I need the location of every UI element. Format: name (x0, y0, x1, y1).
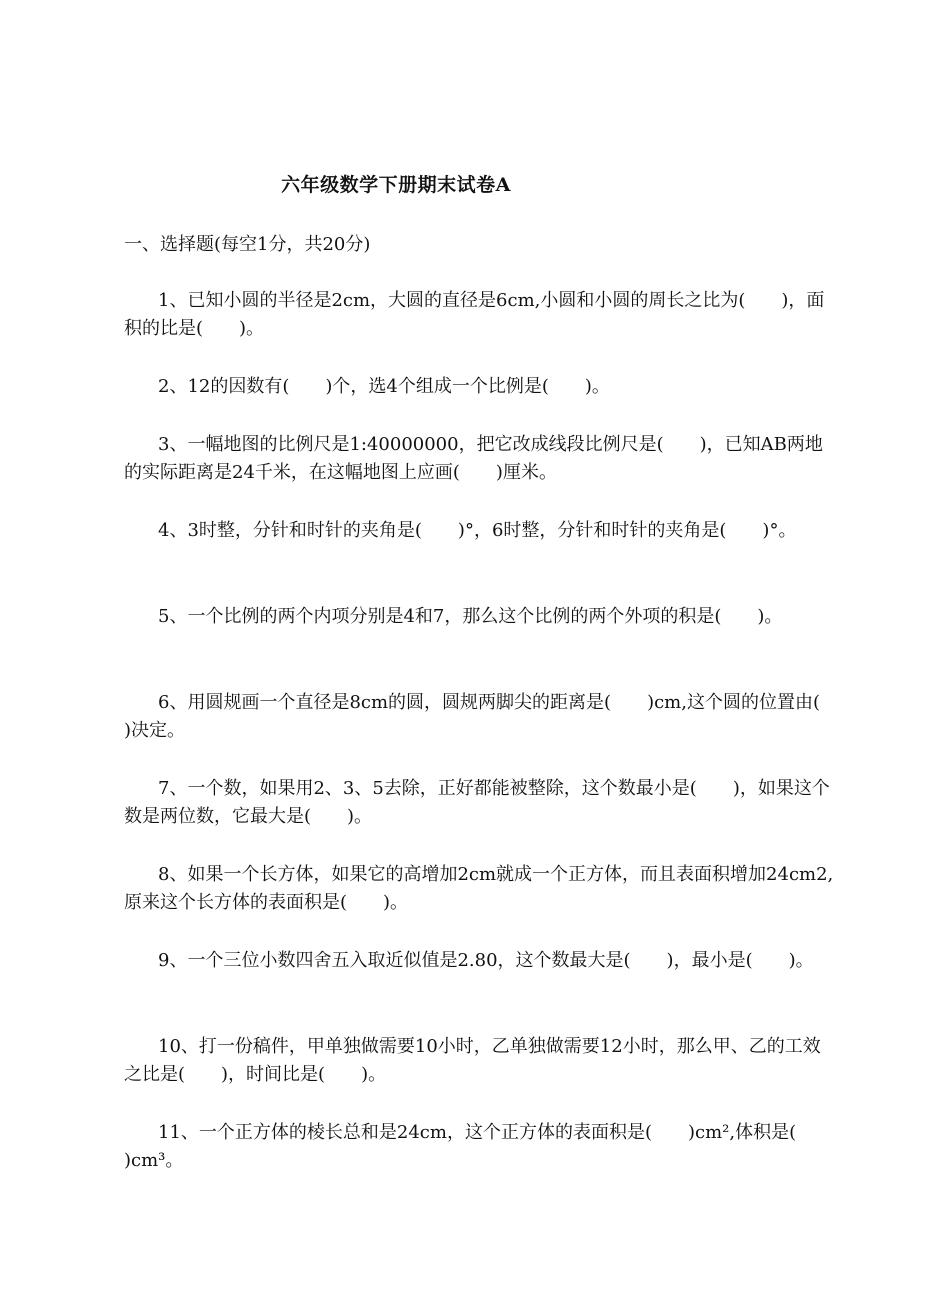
question-4: 4、3时整，分针和时针的夹角是( )°，6时整，分针和时针的夹角是( )°。 (158, 520, 797, 541)
question-10: 10、打一份稿件，甲单独做需要10小时，乙单独做需要12小时，那么甲、乙的工效之比是( )，时间比是( )。 (124, 1036, 821, 1085)
question-2: 2、12的因数有( )个，选4个组成一个比例是( )。 (158, 376, 610, 397)
question-7: 7、一个数，如果用2、3、5去除，正好都能被整除，这个数最小是( )，如果这个数是两位数，它最大是( )。 (124, 778, 830, 827)
exam-title: 六年级数学下册期末试卷A (281, 174, 511, 196)
question-6: 6、用圆规画一个直径是8cm的圆，圆规两脚尖的距离是( )cm,这个圆的位置由( )决定。 (124, 692, 856, 741)
section-heading: 一、选择题(每空1分，共20分) (124, 234, 371, 255)
question-3: 3、一幅地图的比例尺是1:40000000，把它改成线段比例尺是( )，已知AB两地的实际距离是24千米，在这幅地图上应画( )厘米。 (124, 434, 823, 483)
question-5: 5、一个比例的两个内项分别是4和7，那么这个比例的两个外项的积是( )。 (158, 606, 783, 627)
question-11: 11、一个正方体的棱长总和是24cm，这个正方体的表面积是( )cm²,体积是( )cm³。 (124, 1122, 833, 1171)
question-1: 1、已知小圆的半径是2cm，大圆的直径是6cm,小圆和小圆的周长之比为( )，面积的比是( )。 (124, 290, 825, 339)
question-9: 9、一个三位小数四舍五入取近似值是2.80，这个数最大是( )，最小是( )。 (158, 950, 814, 971)
question-8: 8、如果一个长方体，如果它的高增加2cm就成一个正方体，而且表面积增加24cm2,原来这个长方体的表面积是( )。 (124, 864, 834, 913)
